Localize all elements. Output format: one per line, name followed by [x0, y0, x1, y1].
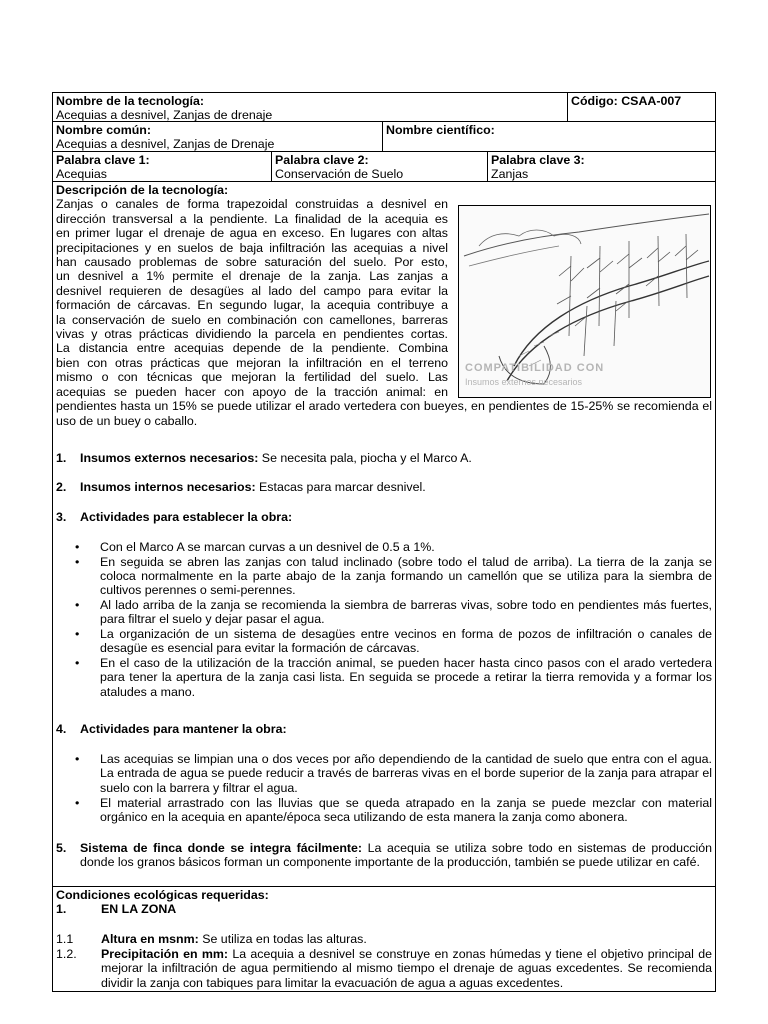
description-line: desnivel requieren de desagües al lado del campo para evitar la	[56, 283, 448, 298]
item-4-number: 4.	[56, 722, 67, 736]
bullet-icon: •	[75, 540, 80, 554]
row-technology-name	[53, 93, 715, 122]
technology-name-label: Nombre de la tecnología:	[56, 94, 205, 108]
scientific-name-label: Nombre científico:	[382, 122, 715, 151]
bullet-text: Las acequias se limpian una o dos veces por año dependiendo de la cantidad de suelo que entra con el agua. La entrada de agua se puede reducir a través de barreras vivas en el borde superior de la zanja para atrapar el suelo con la barrera y filtrar el agua.	[100, 752, 712, 795]
acequia-illustration	[458, 205, 711, 398]
description-line: precipitaciones y en suelos de baja infiltración las acequias a nivel	[56, 240, 448, 255]
zone-number: 1.	[56, 902, 67, 916]
row-common-name	[53, 122, 715, 152]
row-keywords	[53, 152, 715, 182]
bullet-icon: •	[75, 656, 80, 670]
bullet-icon: •	[75, 627, 80, 641]
cell-keyword-2	[271, 152, 487, 181]
description-line: dirección transversal a la pendiente. La finalidad de la acequia es	[56, 211, 448, 226]
description-line: vivas y otras prácticas dividiendo la parcela en pendientes cortas.	[56, 327, 448, 342]
cell-keyword-3	[487, 152, 715, 181]
description-line: bien con otras prácticas que mejoran la infiltración en el terreno	[56, 355, 448, 370]
item-2-title: Insumos internos necesarios:	[80, 480, 256, 494]
description-line: un desnivel a 1% permite el drenaje de la zanja. Las zanjas a	[56, 269, 448, 284]
description-line: la conservación de suelo en combinación con camellones, barreras	[56, 312, 448, 327]
description-line: La distancia entre acequias depende de la pendiente. Combina	[56, 341, 448, 356]
subitem-1-1-number: 1.1	[56, 932, 74, 946]
subitem-1-1-text: Se utiliza en todas las alturas.	[198, 932, 367, 946]
item-3-title: Actividades para establecer la obra:	[80, 510, 293, 524]
description-line: mismo o con técnicas que mejoran la fertilidad del suelo. Las	[56, 370, 448, 385]
description-line: han causado problemas de sobre saturación del suelo. Por esto,	[56, 255, 448, 270]
item-5-text: La acequia se utiliza sobre todo en sistemas de producción donde los granos básicos forman un componente importante de la producción, también se puede utilizar en café.	[80, 841, 712, 870]
bullet-icon: •	[75, 795, 80, 810]
illustration-caption-2: Insumos externos necesarios	[465, 376, 583, 387]
bullet-text: En seguida se abren las zanjas con talud inclinado (sobre todo el talud de arriba). La tierra de la zanja se coloca normalmente en la parte abajo de la zanja formando un camellón que se utiliza para la siembra de cultivos perennes o semi-perennes.	[100, 554, 712, 598]
item-2-number: 2.	[56, 480, 67, 494]
description-line: en primer lugar el drenaje de agua en exceso. En lugares con altas	[56, 226, 448, 241]
keyword-1-value: Acequias	[56, 167, 107, 182]
technology-name-value: Acequias a desnivel, Zanjas de drenaje	[56, 108, 273, 123]
subitem-1-2-number: 1.2.	[56, 947, 77, 961]
item-5-title: Sistema de finca donde se integra fácilmente:	[80, 841, 363, 855]
description-text	[56, 197, 448, 399]
conditions-section	[53, 886, 715, 993]
illustration-caption: COMPATIBILIDAD CON	[465, 361, 605, 374]
item-4-title: Actividades para mantener la obra:	[80, 722, 287, 736]
subitem-1-1-title: Altura en msnm:	[101, 932, 199, 946]
conditions-label: Condiciones ecológicas requeridas:	[56, 888, 269, 902]
code-label: Código: CSAA-007	[567, 93, 715, 121]
item-1-text: Se necesita pala, piocha y el Marco A.	[258, 451, 472, 465]
bullet-icon: •	[75, 598, 80, 612]
zone-label: EN LA ZONA	[101, 902, 177, 916]
bullet-icon: •	[75, 752, 80, 766]
common-name-label: Nombre común:	[56, 123, 151, 137]
keyword-2-value: Conservación de Suelo	[275, 167, 404, 182]
technology-sheet	[52, 92, 716, 992]
keyword-3-value: Zanjas	[491, 167, 529, 182]
item-5-number: 5.	[56, 841, 67, 855]
cell-keyword-1	[53, 152, 271, 181]
description-line: acequias se pueden hacer con apoyo de la tracción animal: en	[56, 384, 448, 399]
description-continuation: pendientes hasta un 15% se puede utilizar el arado vertedera con bueyes, en pendientes de 15-25% se recomienda el uso de un buey o caballo.	[56, 399, 712, 428]
description-label: Descripción de la tecnología:	[56, 183, 229, 197]
bullet-text: La organización de un sistema de desagües entre vecinos en forma de pozos de infiltración o canales de desagüe es esencial para evitar la formación de cárcavas.	[100, 627, 712, 656]
item-3-number: 3.	[56, 510, 67, 524]
item-1-number: 1.	[56, 451, 67, 465]
keyword-3-label: Palabra clave 3:	[491, 153, 585, 167]
bullet-text: En el caso de la utilización de la tracción animal, se pueden hacer hasta cinco pasos con el arado vertedera para tener la apertura de la zanja casi lista. En seguida se procede a retirar la tierra removida y a formar los ataludes a mano.	[100, 656, 712, 699]
cell-common-name	[53, 122, 382, 151]
item-2-text: Estacas para marcar desnivel.	[255, 480, 426, 494]
cell-technology-name	[53, 93, 567, 121]
keyword-1-label: Palabra clave 1:	[56, 153, 150, 167]
subitem-1-2-text: La acequia a desnivel se construye en zonas húmedas y tiene el objetivo principal de mejorar la infiltración de agua permitiendo al mismo tiempo el drenaje de aguas excedentes. Se recomienda dividir la zanja con tabiques para limitar la evacuación de agua a aguas excedentes.	[101, 947, 712, 990]
subitem-1-2-title: Precipitación en mm:	[101, 947, 229, 961]
description-line: Zanjas o canales de forma trapezoidal construidas a desnivel en	[56, 197, 448, 212]
description-line: formación de cárcavas. En segundo lugar, la acequia contribuye a	[56, 298, 448, 313]
keyword-2-label: Palabra clave 2:	[275, 153, 369, 167]
bullet-text: Al lado arriba de la zanja se recomienda la siembra de barreras vivas, sobre todo en pendientes más fuertes, para filtrar el suelo y dejar pasar el agua.	[100, 598, 712, 627]
bullet-text: Con el Marco A se marcan curvas a un desnivel de 0.5 a 1%.	[100, 540, 435, 554]
bullet-icon: •	[75, 554, 80, 569]
common-name-value: Acequias a desnivel, Zanjas de Drenaje	[56, 137, 275, 152]
item-1-title: Insumos externos necesarios:	[80, 451, 259, 465]
bullet-text: El material arrastrado con las lluvias que se queda atrapado en la zanja se puede mezclar con material orgánico en la acequia en apante/época seca utilizando de esta manera la zanja como abonera.	[100, 795, 712, 824]
